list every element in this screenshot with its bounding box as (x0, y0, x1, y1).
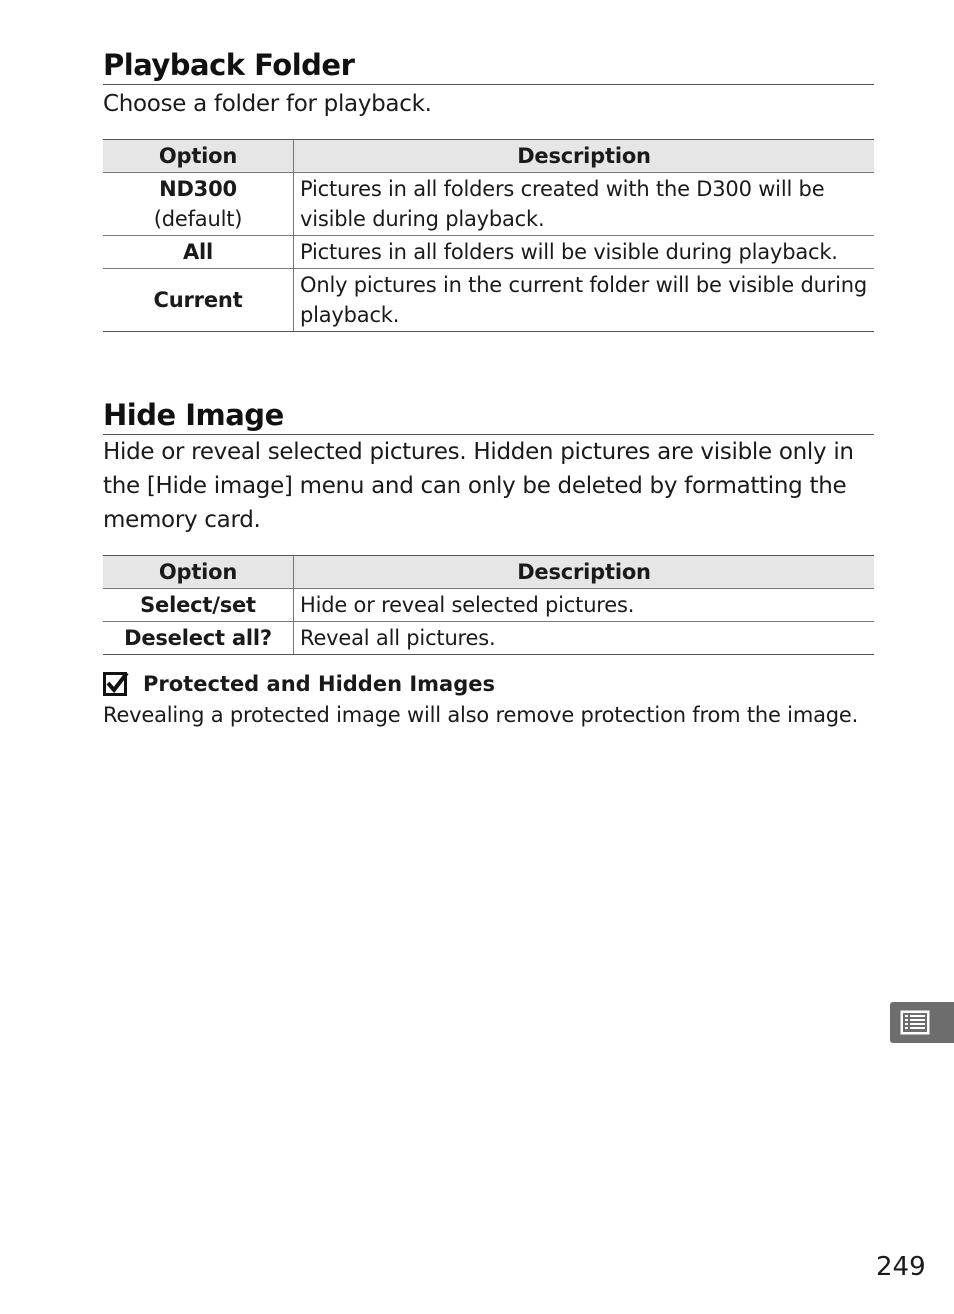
title-rule (103, 84, 874, 85)
note-heading (103, 669, 874, 699)
description-cell: Pictures in all folders will be visible during playback. (294, 236, 875, 269)
option-label: ND300 (159, 177, 237, 201)
playback-menu-tab (890, 1002, 954, 1043)
options-table (103, 555, 874, 655)
page-number: 249 (876, 1252, 926, 1282)
section-title: Hide Image (103, 398, 284, 432)
checkmark-icon (103, 671, 129, 697)
note-title: Protected and Hidden Images (143, 672, 495, 696)
option-cell (103, 173, 294, 236)
note-body: Revealing a protected image will also remove protection from the image. (103, 703, 859, 727)
option-cell: Deselect all? (103, 622, 294, 655)
section-title: Playback Folder (103, 48, 355, 82)
table-row (103, 622, 874, 655)
table-row (103, 589, 874, 622)
options-table (103, 139, 874, 332)
table-header-row (103, 556, 874, 589)
option-cell: All (103, 236, 294, 269)
section-intro: Hide or reveal selected pictures. Hidden pictures are visible only in the [Hide image] menu and can only be deleted by formatting the memory card. (103, 439, 854, 533)
table-header-row (103, 140, 874, 173)
table-row (103, 236, 874, 269)
description-cell: Only pictures in the current folder will be visible during playback. (294, 269, 875, 332)
description-cell: Pictures in all folders created with the D300 will be visible during playback. (294, 173, 875, 236)
option-cell: Current (103, 269, 294, 332)
column-header-description: Description (294, 140, 875, 173)
playback-menu-icon (900, 1010, 930, 1035)
section-intro: Choose a folder for playback. (103, 91, 432, 117)
page-content (103, 46, 874, 731)
column-header-description: Description (294, 556, 875, 589)
note-box (103, 669, 874, 731)
section-hide-image (103, 396, 874, 655)
section-playback-folder (103, 46, 874, 332)
description-cell: Reveal all pictures. (294, 622, 875, 655)
column-header-option: Option (103, 140, 294, 173)
description-cell: Hide or reveal selected pictures. (294, 589, 875, 622)
column-header-option: Option (103, 556, 294, 589)
table-row (103, 269, 874, 332)
table-row (103, 173, 874, 236)
option-default-label: (default) (153, 207, 243, 231)
option-cell: Select/set (103, 589, 294, 622)
